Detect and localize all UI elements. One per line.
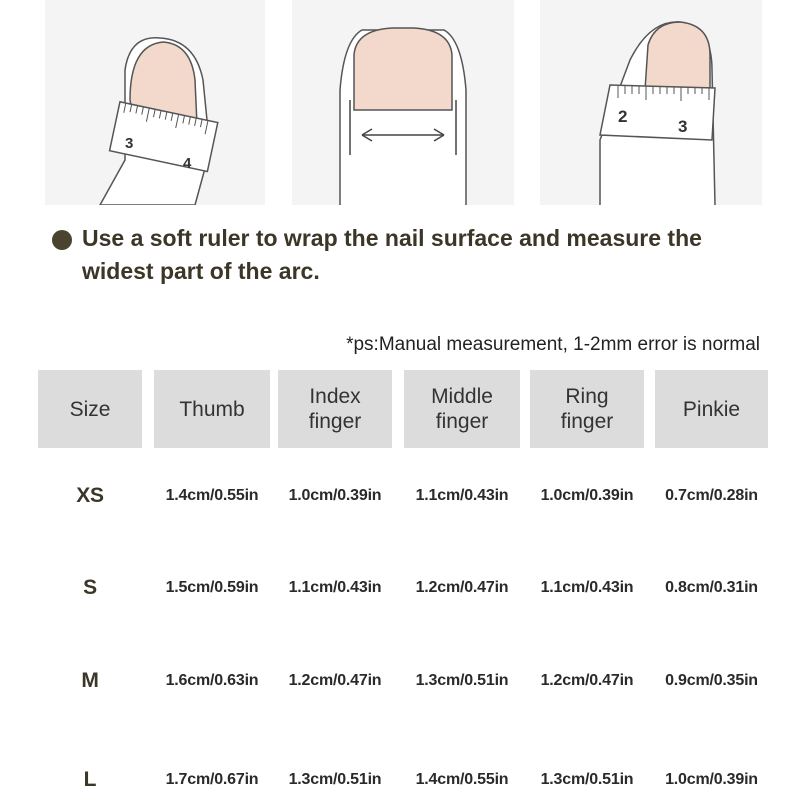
- instruction: [52, 222, 772, 288]
- ring-value: 1.3cm/0.51in: [540, 771, 634, 788]
- finger-ruler-illustration: [540, 0, 762, 205]
- measurement-note: *ps:Manual measurement, 1-2mm error is normal: [346, 334, 760, 355]
- size-chart-table: [38, 370, 768, 791]
- header-ring-finger: Ring finger: [530, 370, 644, 448]
- header-size: Size: [38, 370, 142, 448]
- table-header: [38, 370, 768, 450]
- header-index-finger: Index finger: [278, 370, 392, 448]
- middle-value: 1.2cm/0.47in: [415, 579, 509, 596]
- header-pinkie: Pinkie: [655, 370, 768, 448]
- table-row-m: [38, 661, 768, 701]
- finger-ruler-drawing: [540, 0, 762, 205]
- ruler-mark-2: 2: [618, 107, 628, 126]
- thumb-value: 1.7cm/0.67in: [165, 771, 259, 788]
- index-value: 1.0cm/0.39in: [288, 487, 382, 504]
- instruction-text: Use a soft ruler to wrap the nail surface and measure the widest part of the arc.: [82, 225, 702, 284]
- size-label: S: [83, 576, 97, 599]
- thumb-measure-illustration: [45, 0, 265, 205]
- header-middle-finger: Middle finger: [404, 370, 520, 448]
- table-row-xs: [38, 476, 768, 516]
- size-label: M: [81, 669, 99, 692]
- table-row-l: [38, 760, 768, 800]
- thumb-value: 1.4cm/0.55in: [165, 487, 259, 504]
- index-value: 1.1cm/0.43in: [288, 579, 382, 596]
- pinkie-value: 0.7cm/0.28in: [665, 487, 758, 504]
- table-row-s: [38, 568, 768, 608]
- middle-value: 1.3cm/0.51in: [415, 672, 509, 689]
- thumb-value: 1.6cm/0.63in: [165, 672, 259, 689]
- pinkie-value: 0.9cm/0.35in: [665, 672, 758, 689]
- ring-value: 1.2cm/0.47in: [540, 672, 634, 689]
- width-arrow-illustration: [292, 0, 514, 205]
- ruler-mark-3: 3: [125, 135, 134, 152]
- ring-value: 1.1cm/0.43in: [540, 579, 634, 596]
- measurement-illustrations: [0, 0, 800, 210]
- ruler-mark-3b: 3: [678, 117, 688, 136]
- middle-value: 1.1cm/0.43in: [415, 487, 509, 504]
- thumb-value: 1.5cm/0.59in: [165, 579, 259, 596]
- ruler-mark-4: 4: [183, 155, 192, 172]
- size-label: XS: [76, 484, 104, 507]
- bullet-icon: [52, 230, 72, 250]
- ring-value: 1.0cm/0.39in: [540, 487, 634, 504]
- pinkie-value: 0.8cm/0.31in: [665, 579, 758, 596]
- index-value: 1.2cm/0.47in: [288, 672, 382, 689]
- finger-width-drawing: [292, 0, 514, 205]
- header-thumb: Thumb: [154, 370, 270, 448]
- size-label: L: [83, 768, 97, 791]
- middle-value: 1.4cm/0.55in: [415, 771, 509, 788]
- index-value: 1.3cm/0.51in: [288, 771, 382, 788]
- thumb-ruler-drawing: [45, 0, 265, 205]
- pinkie-value: 1.0cm/0.39in: [665, 771, 758, 788]
